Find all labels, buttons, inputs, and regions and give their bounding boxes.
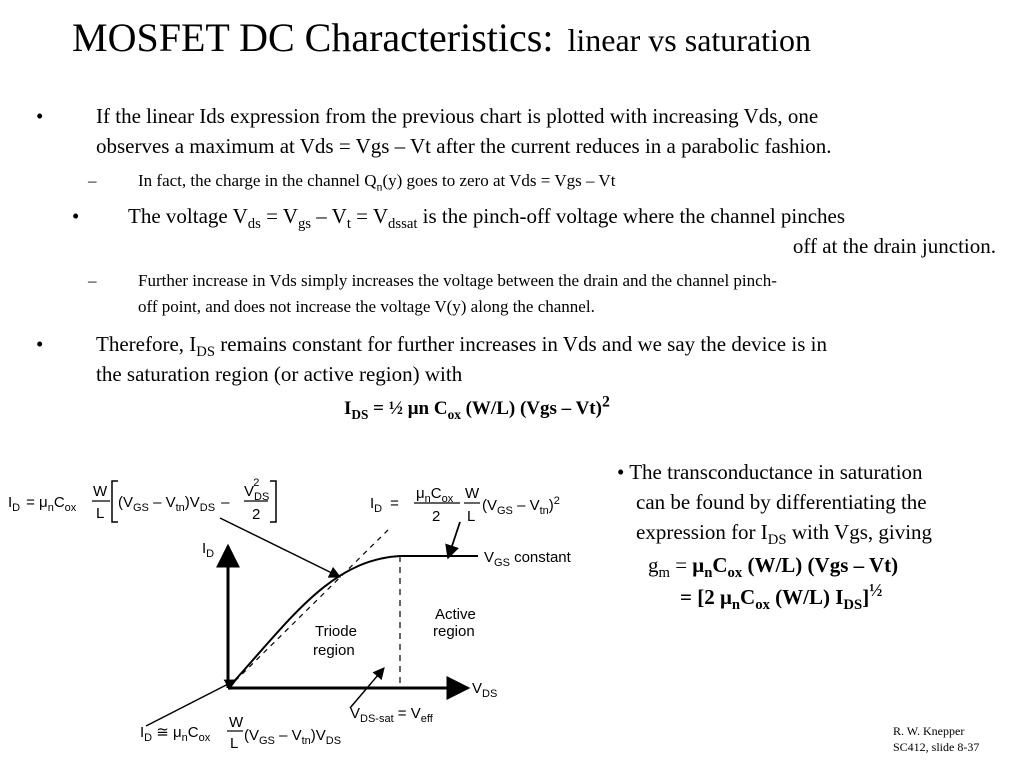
vdsat-label: $V_{DS-sat} = V_{eff}$ xyxy=(350,705,433,725)
sat-eq-L: L xyxy=(467,508,476,525)
linear-eq-text2: $(V_{GS} - V_{tn})V_{DS}$ – xyxy=(118,494,230,514)
sat-eq-text2: $(V_{GS} - V_{tn})^2$ xyxy=(482,495,560,517)
extrapolation-dashed-line xyxy=(228,528,390,688)
bullet-marker: • xyxy=(72,204,80,228)
right-text-line2: can be found by differentiating the xyxy=(636,490,927,514)
sat-eq-den: 2 xyxy=(432,508,441,525)
active-region-label2: region xyxy=(433,623,475,640)
sat-eq-num: $\mu_nC_{ox}$ xyxy=(416,485,454,505)
title-main: MOSFET DC Characteristics: xyxy=(72,15,554,60)
active-region-label1: Active xyxy=(435,606,476,623)
bullet-marker: • xyxy=(36,104,44,128)
id-vds-diagram xyxy=(0,440,600,760)
right-text-line1: • The transconductance in saturation xyxy=(617,460,923,484)
bullet1-line1: If the linear Ids expression from the previous chart is plotted with increasing Vds, one xyxy=(96,104,819,128)
sat-eq-text: $I_D$ = xyxy=(370,495,399,515)
triode-region-label2: region xyxy=(313,642,355,659)
sat-eq-arrow xyxy=(448,522,460,558)
bottom-eq-W: W xyxy=(229,714,244,731)
dash-marker: – xyxy=(88,271,97,290)
credit-author: R. W. Knepper xyxy=(893,724,965,738)
linear-eq-arrow xyxy=(220,518,340,577)
bottom-eq-text2: $(V_{GS} - V_{tn})V_{DS}$ xyxy=(244,727,342,747)
credit-slide: SC412, slide 8-37 xyxy=(893,740,980,754)
bottom-eq-text: $I_D$ ≅ $\mu_nC_{ox}$ xyxy=(140,724,211,744)
bullet1-line2: observes a maximum at Vds = Vgs – Vt after the current reduces in a parabolic fashion. xyxy=(96,134,832,158)
y-axis-label: $I_D$ xyxy=(202,540,215,560)
linear-eq-L: L xyxy=(96,505,105,522)
triode-region-label1: Triode xyxy=(315,623,357,640)
bottom-eq-arrow xyxy=(146,680,236,726)
slide-title xyxy=(72,14,811,61)
sat-eq-W: W xyxy=(465,485,480,502)
sub-bullet2-line2: off point, and does not increase the voltage V(y) along the channel. xyxy=(138,297,595,316)
gm-equation-line1: $g_m = \mu_nC_{ox}$ (W/L) (Vgs – Vt) xyxy=(648,553,899,582)
dash-marker: – xyxy=(88,171,97,190)
sub-bullet1: In fact, the charge in the channel $Q_n(y)$ goes to zero at Vds = Vgs – Vt xyxy=(138,171,616,194)
linear-eq-den: 2 xyxy=(252,506,261,523)
linear-eq-text: $I_D = \mu_nC_{ox}$ xyxy=(8,494,77,514)
right-text-line3: expression for $I_{DS}$ with Vgs, giving xyxy=(636,520,933,549)
vgs-constant-label: $V_{GS}$ constant xyxy=(484,549,571,569)
bullet2-line2: off at the drain junction. xyxy=(792,234,996,258)
linear-eq-vds2: $V_{DS}2$ xyxy=(244,477,270,503)
saturation-equation: $I_{DS}$ = ½ μn $C_{ox}$ (W/L) (Vgs – Vt)$^2$ xyxy=(344,393,610,422)
bullet3-line2: the saturation region (or active region) with xyxy=(96,362,463,386)
bullet-marker: • xyxy=(36,332,44,356)
x-axis-label: $V_{DS}$ xyxy=(472,680,498,700)
sub-bullet2-line1: Further increase in Vds simply increases the voltage between the drain and the channel pinch- xyxy=(138,271,777,290)
gm-equation-line2: = [2 $\mu_nC_{ox}$ (W/L) $I_{DS}]^{\frac{1}{2}}$ xyxy=(680,580,883,614)
linear-eq-W: W xyxy=(93,483,108,500)
bullet3-line1: Therefore, $I_{DS}$ remains constant for further increases in Vds and we say the device is in xyxy=(96,332,827,361)
title-subtitle: linear vs saturation xyxy=(567,22,811,58)
bullet2-line1: The voltage $V_{ds} = V_{gs} - V_t = V_{dssat}$ is the pinch-off voltage where the channel pinches xyxy=(128,204,846,233)
bottom-eq-L: L xyxy=(230,735,239,752)
